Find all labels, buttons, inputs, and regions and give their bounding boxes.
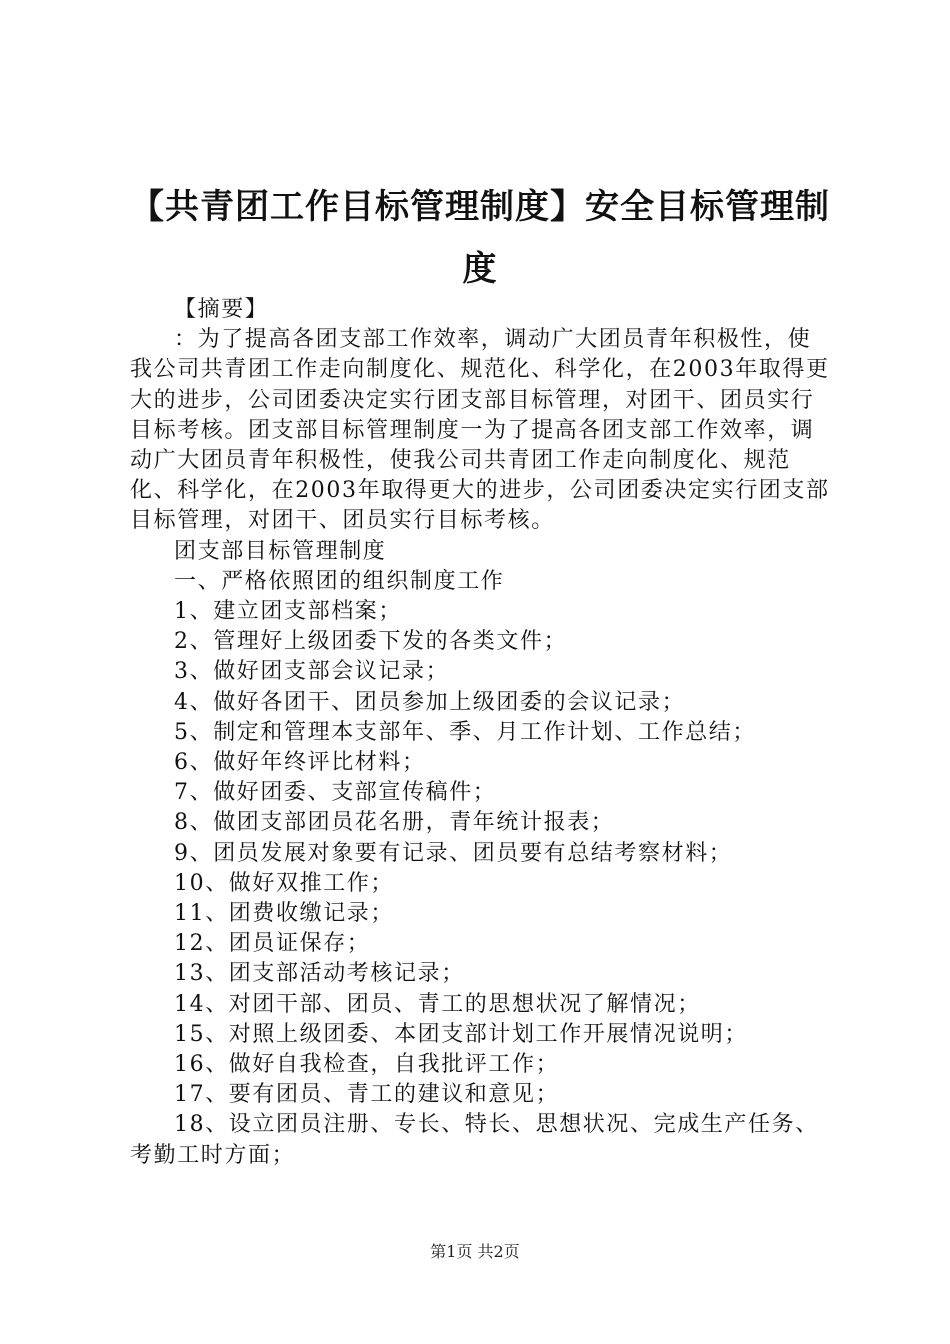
section-title: 团支部目标管理制度 — [174, 538, 387, 564]
abstract-text: ：为了提高各团支部工作效率，调动广大团员青年积极性，使我公司共青团工作走向制度化、规范化、科学化，在2003年取得更大的进步，公司团委决定实行团支部目标管理，对团干、团员实行目标考核。团支部目标管理制度一为了提高各团支部工作效率，调动广大团员青年积极性，使我公司共青团工作走向制度化、规范化、科学化，在2003年取得更大的进步，公司团委决定实行团支部目标管理，对团干、团员实行目标考核。 — [130, 327, 830, 534]
list-item: 13、团支部活动考核记录； — [174, 961, 465, 987]
list-item: 11、团费收缴记录； — [174, 901, 394, 927]
page-footer: 第1页 共2页 — [430, 1242, 520, 1261]
list-item: 9、团员发展对象要有记录、团员要有总结考察材料； — [174, 840, 733, 866]
list-item: 12、团员证保存； — [174, 931, 371, 957]
list-item: 14、对团干部、团员、青工的思想状况了解情况； — [174, 991, 701, 1017]
list-item: 4、做好各团干、团员参加上级团委的会议记录； — [174, 689, 686, 715]
list-item: 7、做好团委、支部宣传稿件； — [174, 780, 497, 806]
list-item: 10、做好双推工作； — [174, 870, 394, 896]
list-item: 6、做好年终评比材料； — [174, 750, 426, 776]
list-item: 2、管理好上级团委下发的各类文件； — [174, 629, 568, 655]
list-item: 16、做好自我检查，自我批评工作； — [174, 1052, 560, 1078]
list-item: 8、做团支部团员花名册，青年统计报表； — [174, 810, 615, 836]
list-item: 3、做好团支部会议记录； — [174, 659, 450, 685]
abstract-label: 【摘要】 — [174, 297, 269, 322]
list-item: 17、要有团员、青工的建议和意见； — [174, 1082, 560, 1108]
list-item: 5、制定和管理本支部年、季、月工作计划、工作总结； — [174, 719, 756, 745]
subsection-title: 一、严格依照团的组织制度工作 — [174, 568, 505, 594]
list-item: 15、对照上级团委、本团支部计划工作开展情况说明； — [174, 1021, 748, 1047]
document-title: 【共青团工作目标管理制度】安全目标管理制度 — [130, 187, 830, 289]
list-item: 18、设立团员注册、专长、特长、思想状况、完成生产任务、考勤工时方面； — [130, 1112, 819, 1168]
list-item: 1、建立团支部档案； — [174, 599, 402, 625]
document-body — [130, 295, 830, 1171]
